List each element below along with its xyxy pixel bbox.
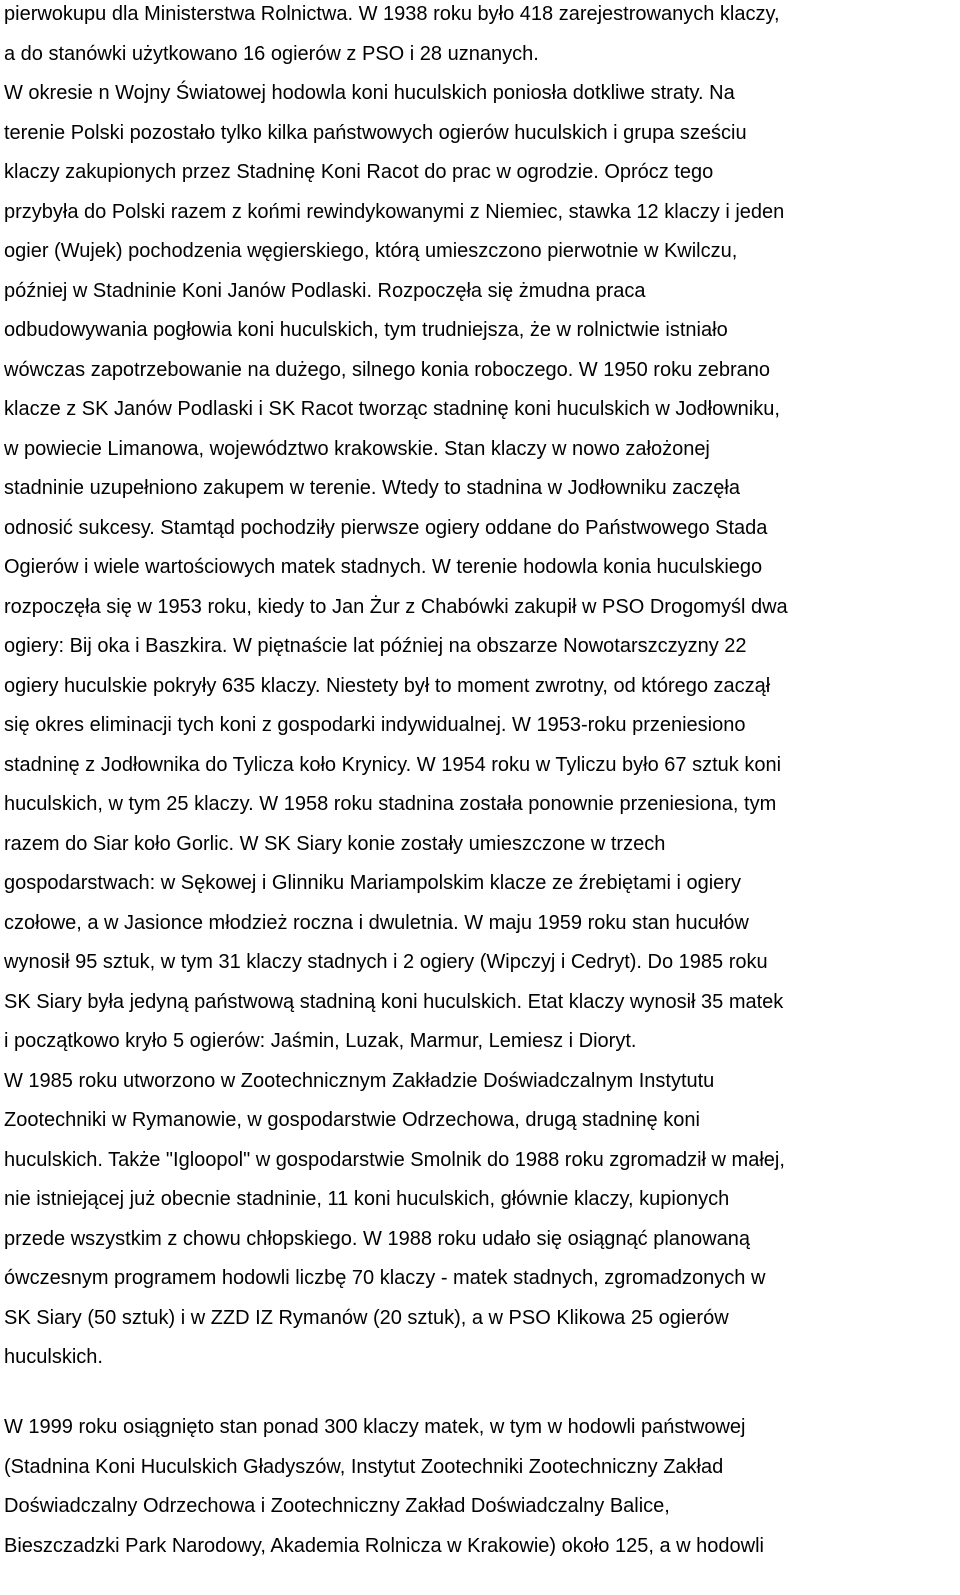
text-line: Ogierów i wiele wartościowych matek stadnych. W terenie hodowla konia huculskiego	[4, 556, 763, 578]
text-line: nie istniejącej już obecnie stadninie, 11 koni huculskich, głównie klaczy, kupionych	[4, 1188, 730, 1210]
text-line: SK Siary (50 sztuk) i w ZZD IZ Rymanów (20 sztuk), a w PSO Klikowa 25 ogierów	[4, 1306, 729, 1329]
text-line: stadninę z Jodłownika do Tylicza koło Krynicy. W 1954 roku w Tyliczu było 67 sztuk koni	[4, 753, 782, 776]
text-line: ówczesnym programem hodowli liczbę 70 klaczy - matek stadnych, zgromadzonych w	[4, 1267, 766, 1289]
text-line: terenie Polski pozostało tylko kilka państwowych ogierów huculskich i grupa sześciu	[4, 121, 747, 144]
text-line: rozpoczęła się w 1953 roku, kiedy to Jan Żur z Chabówki zakupił w PSO Drogomyśl dwa	[4, 595, 788, 618]
text-line: przybyła do Polski razem z końmi rewindykowanymi z Niemiec, stawka 12 klaczy i jeden	[4, 200, 785, 223]
text-line: Zootechniki w Rymanowie, w gospodarstwie Odrzechowa, drugą stadninę koni	[4, 1109, 700, 1131]
text-line: klaczy zakupionych przez Stadninę Koni Racot do prac w ogrodzie. Oprócz tego	[4, 161, 714, 183]
text-line: później w Stadninie Koni Janów Podlaski. Rozpoczęła się żmudna praca	[4, 279, 646, 302]
text-line: i początkowo kryło 5 ogierów: Jaśmin, Luzak, Marmur, Lemiesz i Dioryt.	[4, 1030, 637, 1052]
text-line: pierwokupu dla Ministerstwa Rolnictwa. W 1938 roku było 418 zarejestrowanych klaczy,	[4, 3, 780, 25]
text-line: a do stanówki użytkowano 16 ogierów z PSO i 28 uznanych.	[4, 42, 539, 65]
text-line: klacze z SK Janów Podlaski i SK Racot tworząc stadninę koni huculskich w Jodłowniku,	[4, 398, 780, 420]
text-line: stadninie uzupełniono zakupem w terenie. Wtedy to stadnina w Jodłowniku zaczęła	[4, 477, 740, 499]
text-line: W 1999 roku osiągnięto stan ponad 300 klaczy matek, w tym w hodowli państwowej	[4, 1416, 746, 1438]
text-line: wynosił 95 sztuk, w tym 31 klaczy stadnych i 2 ogiery (Wipczyj i Cedryt). Do 1985 roku	[4, 951, 768, 973]
text-line: ogier (Wujek) pochodzenia węgierskiego, którą umieszczono pierwotnie w Kwilczu,	[4, 240, 738, 262]
text-line: w powiecie Limanowa, województwo krakowskie. Stan klaczy w nowo założonej	[4, 437, 710, 460]
text-line: huculskich.	[4, 1346, 103, 1368]
paragraph-history-2	[4, 1408, 958, 1566]
text-line: Doświadczalny Odrzechowa i Zootechniczny Zakład Doświadczalny Balice,	[4, 1495, 670, 1517]
text-line: wówczas zapotrzebowanie na dużego, silnego konia roboczego. W 1950 roku zebrano	[4, 358, 771, 381]
text-line: czołowe, a w Jasionce młodzież roczna i dwuletnia. W maju 1959 roku stan hucułów	[4, 911, 749, 934]
text-line: się okres eliminacji tych koni z gospodarki indywidualnej. W 1953-roku przeniesiono	[4, 714, 746, 736]
text-line: gospodarstwach: w Sękowej i Glinniku Mariampolskim klacze ze źrebiętami i ogiery	[4, 872, 741, 894]
text-line: huculskich. Także "Igloopol" w gospodarstwie Smolnik do 1988 roku zgromadził w małej,	[4, 1148, 785, 1171]
text-line: W 1985 roku utworzono w Zootechnicznym Zakładzie Doświadczalnym Instytutu	[4, 1069, 715, 1092]
text-line: huculskich, w tym 25 klaczy. W 1958 roku stadnina została ponownie przeniesiona, tym	[4, 793, 777, 815]
text-line: ogiery: Bij oka i Baszkira. W piętnaście lat później na obszarze Nowotarszczyzny 22	[4, 635, 747, 657]
text-line: W okresie n Wojny Światowej hodowla koni huculskich poniosła dotkliwe straty. Na	[4, 82, 735, 104]
text-line: ogiery huculskie pokryły 635 klaczy. Niestety był to moment zwrotny, od którego zaczął	[4, 674, 771, 697]
text-line: Bieszczadzki Park Narodowy, Akademia Rolnicza w Krakowie) około 125, a w hodowli	[4, 1534, 764, 1557]
paragraph-history-1	[4, 0, 958, 1378]
text-line: (Stadnina Koni Huculskich Gładyszów, Instytut Zootechniki Zootechniczny Zakład	[4, 1455, 724, 1478]
text-line: SK Siary była jedyną państwową stadniną koni huculskich. Etat klaczy wynosił 35 matek	[4, 990, 784, 1013]
text-line: odnosić sukcesy. Stamtąd pochodziły pierwsze ogiery oddane do Państwowego Stada	[4, 516, 768, 539]
text-line: przede wszystkim z chowu chłopskiego. W 1988 roku udało się osiągnąć planowaną	[4, 1227, 750, 1250]
text-line: razem do Siar koło Gorlic. W SK Siary konie zostały umieszczone w trzech	[4, 832, 666, 855]
text-line: odbudowywania pogłowia koni huculskich, tym trudniejsza, że w rolnictwie istniało	[4, 319, 728, 341]
